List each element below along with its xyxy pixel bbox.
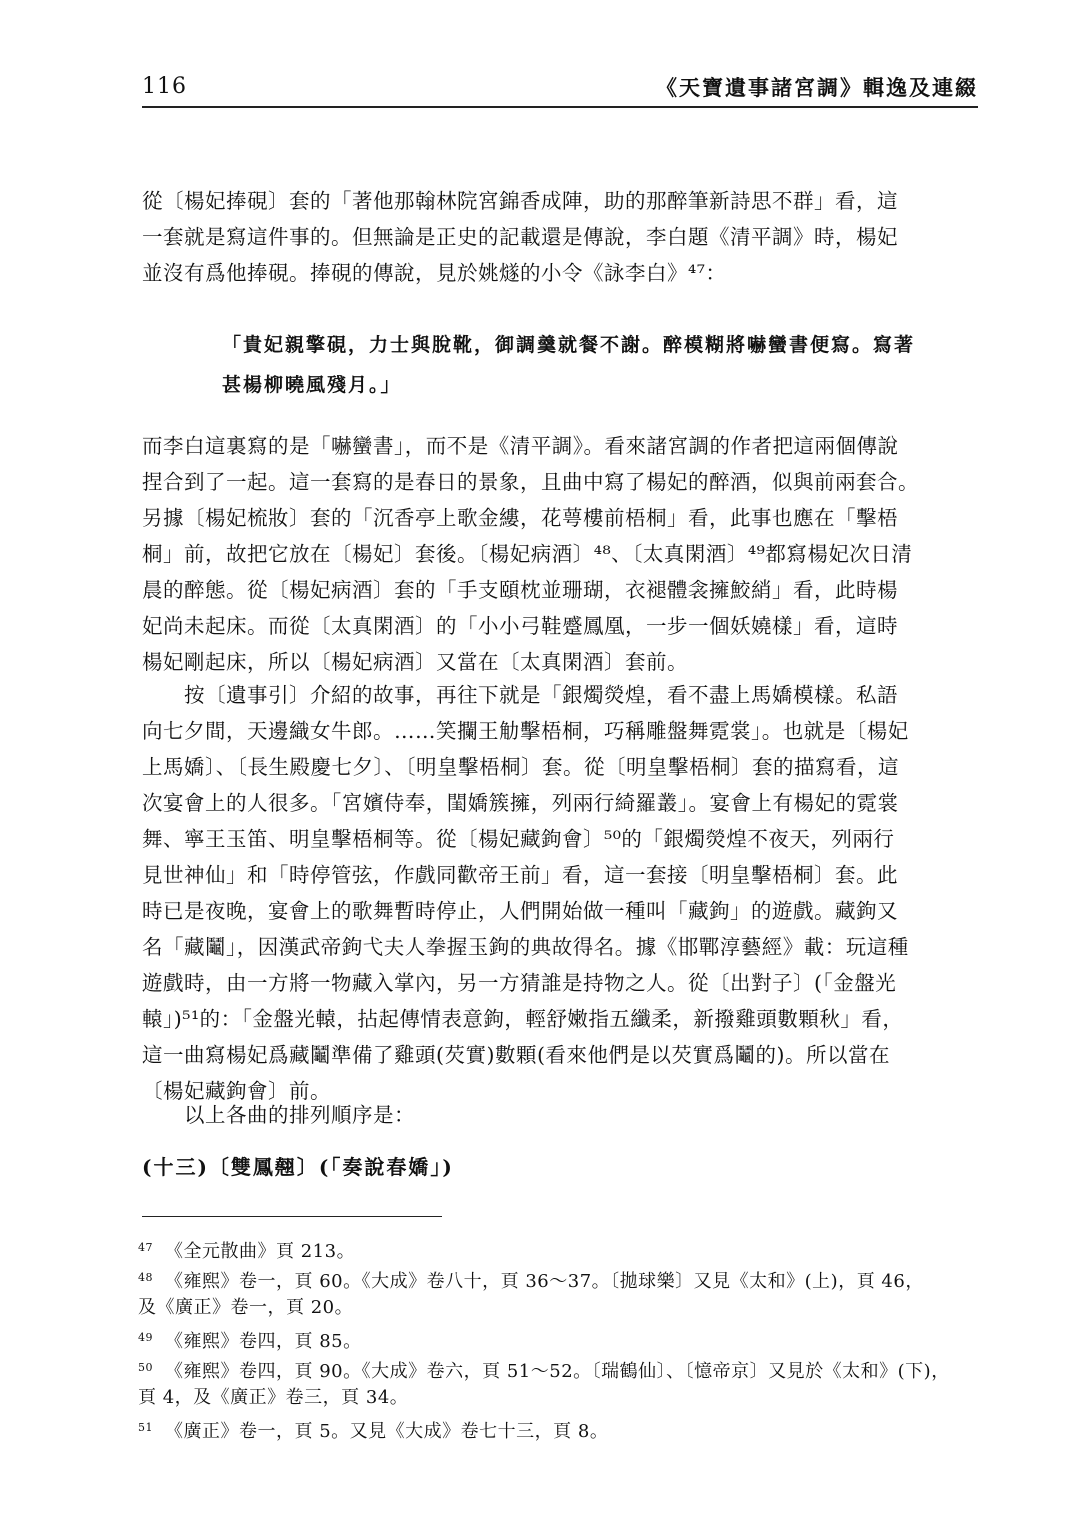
footnote-number: 48: [138, 1271, 153, 1284]
text-line: 以上各曲的排列順序是：: [184, 1103, 415, 1127]
footnote-number: 50: [138, 1361, 153, 1374]
paragraph-1: [142, 183, 978, 291]
text-line: 晨的醉態。從〔楊妃病酒〕套的「手支頤枕並珊瑚，衣褪體衾擁鮫綃」看，此時楊: [142, 578, 898, 602]
text-line: 另據〔楊妃梳妝〕套的「沉香亭上歌金縷，花萼樓前梧桐」看，此事也應在「擊梧: [142, 506, 898, 530]
text-line: 捏合到了一起。這一套寫的是春日的景象，且曲中寫了楊妃的醉酒，似與前兩套合。: [142, 470, 919, 494]
text-line: 桐」前，故把它放在〔楊妃〕套後。〔楊妃病酒〕⁴⁸、〔太真閑酒〕⁴⁹都寫楊妃次日清: [142, 542, 913, 566]
footnote-text: 及《廣正》卷一，頁 20。: [138, 1297, 354, 1318]
text-line: 〔楊妃藏鉤會〕前。: [142, 1079, 331, 1103]
paragraph-2: [142, 428, 978, 680]
running-title: 《天寶遺事諸宮調》輯逸及連綴: [656, 75, 978, 100]
footnote-text: 頁 4，及《廣正》卷三，頁 34。: [138, 1387, 409, 1408]
paragraph-4: [142, 1097, 978, 1133]
footnote-text: 《雍熙》卷一，頁 60。《大成》卷八十，頁 36～37。〔拋球樂〕又見《太和》(上)，頁 46，: [165, 1271, 924, 1292]
text-line: (十三)〔雙鳳翹〕(「奏說春嬌」): [142, 1155, 454, 1179]
footnote-number: 49: [138, 1331, 153, 1344]
text-line: 而李白這裏寫的是「嚇蠻書」，而不是《清平調》。看來諸宮調的作者把這兩個傳說: [142, 434, 899, 458]
text-line: 楊妃剛起床，所以〔楊妃病酒〕又當在〔太真閑酒〕套前。: [142, 650, 688, 674]
footnote-number: 51: [138, 1421, 153, 1434]
text-line: 從〔楊妃捧硯〕套的「著他那翰林院宮錦香成陣，助的那醉筆新詩思不群」看，這: [142, 189, 898, 213]
footnote-51: [138, 1413, 978, 1443]
footnote-47: [138, 1233, 978, 1263]
text-line: 名「藏鬮」，因漢武帝鉤弋夫人拳握玉鉤的典故得名。據《邯鄲淳藝經》載：玩這種: [142, 935, 909, 959]
footnote-text: 《廣正》卷一，頁 5。又見《大成》卷七十三，頁 8。: [165, 1421, 609, 1442]
text-line: 次宴會上的人很多。「宮嬪侍奉，閨嬌簇擁，列兩行綺羅叢」。宴會上有楊妃的霓裳: [142, 791, 899, 815]
footnote-number: 47: [138, 1241, 153, 1254]
text-line: 遊戲時，由一方將一物藏入掌內，另一方猜誰是持物之人。從〔出對子〕(「金盤光: [142, 971, 897, 995]
paragraph-3: [142, 677, 978, 1109]
text-line: 時已是夜晚，宴會上的歌舞暫時停止，人們開始做一種叫「藏鉤」的遊戲。藏鉤又: [142, 899, 898, 923]
footnote-50-continued: [138, 1383, 978, 1413]
footnote-50: [138, 1353, 978, 1383]
footnote-49: [138, 1323, 978, 1353]
text-line: 向七夕間，天邊織女牛郎。……笑攔王觔擊梧桐，巧稱雕盤舞霓裳」。也就是〔楊妃: [142, 719, 909, 743]
text-line: 並沒有爲他捧硯。捧硯的傳說，見於姚燧的小令《詠李白》⁴⁷：: [142, 261, 727, 285]
text-line: 一套就是寫這件事的。但無論是正史的記載還是傳說，李白題《清平調》時，楊妃: [142, 225, 898, 249]
footnote-rule: [142, 1216, 442, 1217]
text-line: 按〔遺事引〕介紹的故事，再往下就是「銀燭熒煌，看不盡上馬嬌模樣。私語: [184, 683, 898, 707]
quote-line: 「貴妃親擎硯，力士與脫靴，御調羹就餐不謝。醉模糊將嚇蠻書便寫。寫著: [222, 334, 916, 356]
footnotes: [138, 1233, 978, 1443]
text-line: 舞、寧王玉笛、明皇擊梧桐等。從〔楊妃藏鉤會〕⁵⁰的「銀燭熒煌不夜天，列兩行: [142, 827, 895, 851]
section-heading: [142, 1149, 978, 1185]
footnote-48-continued: [138, 1293, 978, 1323]
text-line: 這一曲寫楊妃爲藏鬮準備了雞頭(芡實)數顆(看來他們是以芡實爲鬮的)。所以當在: [142, 1043, 890, 1067]
footnote-text: 《全元散曲》頁 213。: [165, 1241, 356, 1262]
text-line: 見世神仙」和「時停管弦，作戲同歡帝王前」看，這一套接〔明皇擊梧桐〕套。此: [142, 863, 898, 887]
footnote-text: 《雍熙》卷四，頁 85。: [165, 1331, 362, 1352]
page-header: [142, 70, 978, 104]
text-line: 轅」)⁵¹的：「金盤光轅，拈起傳情表意鉤，輕舒嫩指五纖柔，新撥雞頭數顆秋」看，: [142, 1007, 904, 1031]
quote-line: 甚楊柳曉風殘月。」: [222, 374, 402, 396]
page-number: 116: [142, 74, 187, 99]
block-quote: [222, 325, 978, 405]
text-line: 妃尚未起床。而從〔太真閑酒〕的「小小弓鞋蹙鳳凰，一步一個妖嬈樣」看，這時: [142, 614, 898, 638]
text-line: 上馬嬌〕、〔長生殿慶七夕〕、〔明皇擊梧桐〕套。從〔明皇擊梧桐〕套的描寫看，這: [142, 755, 899, 779]
footnote-text: 《雍熙》卷四，頁 90。《大成》卷六，頁 51～52。〔瑞鶴仙〕、〔憶帝京〕又見於《太和》(下)，: [165, 1361, 950, 1382]
header-rule: [142, 106, 978, 108]
footnote-48: [138, 1263, 978, 1293]
